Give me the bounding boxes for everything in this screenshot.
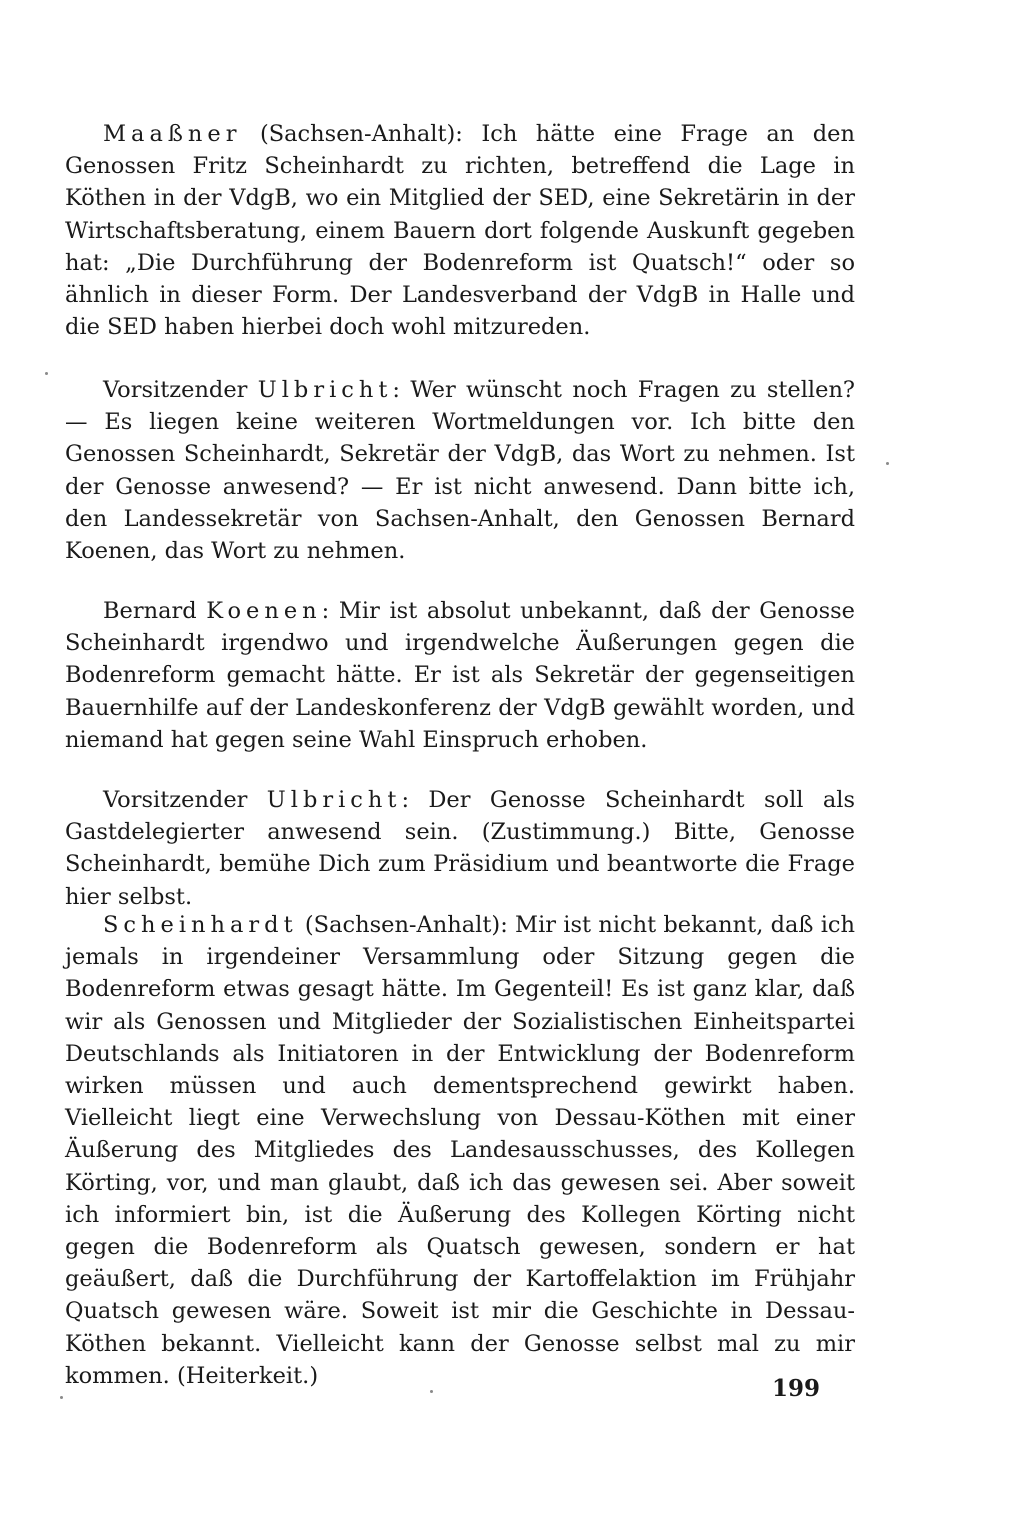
speaker-name: Ulbricht <box>266 787 402 813</box>
speaker-name: Ulbricht <box>257 377 393 403</box>
scan-speck <box>60 1396 63 1399</box>
paragraph-maassner <box>65 118 855 343</box>
paragraph-text: : Mir ist absolut unbekannt, daß der Genosse Scheinhardt irgendwo und irgendwelche Äußerungen gegen die Bodenreform gemacht hätte. Er ist als Sekretär der gegenseitigen Bauernhilfe auf der Landeskonferenz der VdgB gewählt worden, und niemand hat gegen seine Wahl Einspruch erhoben. <box>65 598 855 753</box>
speaker-title: Vorsitzender <box>103 787 267 813</box>
scan-speck <box>45 372 48 375</box>
scan-speck <box>886 462 889 465</box>
paragraph-text: (Sachsen-Anhalt): Mir ist nicht bekannt, daß ich jemals in irgendeiner Versammlung oder Sitzung gegen die Bodenreform etwas gesagt hätte. Im Gegenteil! Es ist ganz klar, daß wir als Genossen und Mitglieder der Sozialistischen Einheitspartei Deutschlands als Initiatoren in der Entwicklung der Bodenreform wirken müssen und auch dementsprechend gewirkt haben. Vielleicht liegt eine Verwechslung von Dessau-Köthen mit einer Äußerung des Mitgliedes des Landesausschusses, des Kollegen Körting, vor, und man glaubt, daß ich das gewesen sei. Aber soweit ich informiert bin, ist die Äußerung des Kollegen Körting nicht gegen die Bodenreform als Quatsch gewesen, sondern er hat geäußert, daß die Durchführung der Kartoffelaktion im Frühjahr Quatsch gewesen wäre. Soweit ist mir die Geschichte in Dessau-Köthen bekannt. Vielleicht kann der Genosse selbst mal zu mir kommen. (Heiterkeit.) <box>65 912 855 1389</box>
speaker-first-name: Bernard <box>103 598 207 624</box>
speaker-name: Maaßner <box>103 121 242 147</box>
page-number: 199 <box>771 1375 820 1402</box>
speaker-name: Koenen <box>206 598 322 624</box>
speaker-name: Scheinhardt <box>103 912 298 938</box>
paragraph-ulbricht-1 <box>65 374 855 567</box>
paragraph-text: : Wer wünscht noch Fragen zu stellen? — Es liegen keine weiteren Wortmeldungen vor. Ich bitte den Genossen Scheinhardt, Sekretär der VdgB, das Wort zu nehmen. Ist der Genosse anwesend? — Er ist nicht anwesend. Dann bitte ich, den Landessekretär von Sachsen-Anhalt, den Genossen Bernard Koenen, das Wort zu nehmen. <box>65 377 855 565</box>
speaker-title: Vorsitzender <box>103 377 258 403</box>
paragraph-text: (Sachsen-Anhalt): Ich hätte eine Frage an den Genossen Fritz Scheinhardt zu richten, betreffend die Lage in Köthen in der VdgB, wo ein Mitglied der SED, eine Sekretärin in der Wirtschaftsberatung, einem Bauern dort folgende Auskunft gegeben hat: „Die Durchführung der Bodenreform ist Quatsch!“ oder so ähnlich in dieser Form. Der Landesverband der VdgB in Halle und die SED haben hierbei doch wohl mitzureden. <box>65 121 855 341</box>
paragraph-ulbricht-2 <box>65 784 855 913</box>
paragraph-scheinhardt <box>65 909 855 1392</box>
paragraph-text: : Der Genosse Scheinhardt soll als Gastdelegierter anwesend sein. (Zustimmung.) Bitte, Genosse Scheinhardt, bemühe Dich zum Präsidium und beantworte die Frage hier selbst. <box>65 787 855 910</box>
paragraph-koenen <box>65 595 855 756</box>
scan-speck <box>430 1390 433 1393</box>
